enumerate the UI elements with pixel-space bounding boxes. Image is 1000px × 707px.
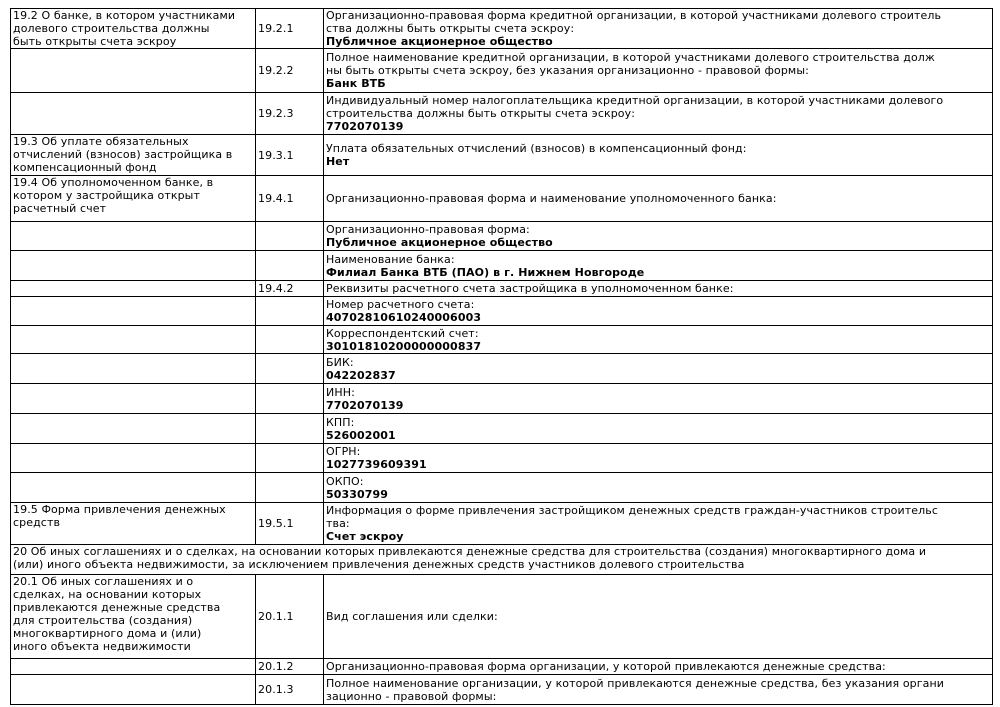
item-content [324, 384, 993, 414]
table-row [11, 93, 993, 135]
item-code: 20.1.2 [256, 659, 324, 675]
item-label: КПП: [326, 415, 355, 429]
table-row [11, 281, 993, 297]
item-content [324, 9, 993, 49]
table-row [11, 222, 993, 251]
item-code [256, 326, 324, 354]
item-code: 19.4.2 [256, 281, 324, 297]
item-label: Наименование банка: [326, 252, 455, 266]
section-title: 19.3 Об уплате обязательных отчислений (взносов) застройщика в компенсационный фонд [11, 135, 256, 176]
item-value: Публичное акционерное общество [326, 236, 553, 249]
section-title [11, 444, 256, 473]
table-row [11, 473, 993, 503]
item-value: 50330799 [326, 487, 389, 501]
table-row [11, 9, 993, 49]
item-content [324, 575, 993, 659]
item-code [256, 297, 324, 326]
item-value: 40702810610240006003 [326, 311, 482, 324]
table-row [11, 384, 993, 414]
item-code: 19.2.1 [256, 9, 324, 49]
item-content [324, 414, 993, 444]
section-heading: 20 Об иных соглашениях и о сделках, на основании которых привлекаются денежные средства для строительства (создания) многоквартирного дома и (или) иного объекта недвижимости, за исключением привлечения денежных средств участников долевого строительства [11, 545, 993, 575]
item-value: Публичное акционерное общество [326, 35, 553, 48]
item-content [324, 135, 993, 176]
section-title: 20.1 Об иных соглашениях и о сделках, на основании которых привлекаются денежные средства для строительства (создания) многоквартирного дома и (или) иного объекта недвижимости [11, 575, 256, 659]
item-label: Индивидуальный номер налогоплательщика кредитной организации, в которой участниками долевого строительства должны быть открыты счета эскроу: [326, 94, 944, 120]
section-title [11, 354, 256, 384]
item-value: 7702070139 [326, 120, 404, 133]
table-row [11, 297, 993, 326]
section-title [11, 659, 256, 675]
section-title [11, 297, 256, 326]
item-content [324, 326, 993, 354]
item-content [324, 659, 993, 675]
item-value: 042202837 [326, 368, 396, 382]
item-code: 19.3.1 [256, 135, 324, 176]
table-row [11, 176, 993, 222]
item-code: 20.1.1 [256, 575, 324, 659]
item-label: Полное наименование организации, у которой привлекаются денежные средства, без указания органи зационно - правовой формы: [326, 676, 945, 703]
item-content [324, 444, 993, 473]
item-content [324, 176, 993, 222]
item-label: Вид соглашения или сделки: [326, 610, 498, 623]
item-content [324, 675, 993, 705]
item-label: БИК: [326, 355, 354, 369]
item-code [256, 414, 324, 444]
item-label: Реквизиты расчетного счета застройщика в уполномоченном банке: [326, 282, 734, 295]
section-title [11, 675, 256, 705]
section-title [11, 473, 256, 503]
item-label: Информация о форме привлечения застройщиком денежных средств граждан-участников строительс тва: [326, 504, 938, 530]
table-row [11, 545, 993, 575]
item-content [324, 251, 993, 281]
item-code [256, 473, 324, 503]
table-row [11, 354, 993, 384]
section-title: 19.4 Об уполномоченном банке, в котором у застройщика открыт расчетный счет [11, 176, 256, 222]
table-row [11, 326, 993, 354]
item-value: 30101810200000000837 [326, 339, 482, 353]
item-content [324, 503, 993, 545]
table-row [11, 414, 993, 444]
item-value: Счет эскроу [326, 530, 404, 543]
item-code [256, 444, 324, 473]
table-row [11, 659, 993, 675]
table-row [11, 503, 993, 545]
item-code [256, 251, 324, 281]
item-label: Уплата обязательных отчислений (взносов) в компенсационный фонд: [326, 142, 747, 155]
item-code: 20.1.3 [256, 675, 324, 705]
table-row [11, 575, 993, 659]
item-content [324, 281, 993, 297]
item-content [324, 49, 993, 93]
item-code: 19.2.2 [256, 49, 324, 93]
section-title [11, 326, 256, 354]
section-title [11, 281, 256, 297]
table-row [11, 49, 993, 93]
table-row [11, 675, 993, 705]
item-label: Корреспондентский счет: [326, 326, 479, 340]
document-table [10, 8, 993, 705]
item-content [324, 473, 993, 503]
section-title [11, 414, 256, 444]
table-row [11, 251, 993, 281]
section-title [11, 222, 256, 251]
item-label: Организационно-правовая форма и наименование уполномоченного банка: [326, 192, 777, 205]
item-label: ОГРН: [326, 445, 361, 458]
item-code: 19.5.1 [256, 503, 324, 545]
item-value: 7702070139 [326, 398, 404, 412]
item-code [256, 222, 324, 251]
section-title: 19.5 Форма привлечения денежных средств [11, 503, 256, 545]
section-title [11, 49, 256, 93]
table-row [11, 444, 993, 473]
item-code: 19.2.3 [256, 93, 324, 135]
section-title [11, 93, 256, 135]
section-title [11, 251, 256, 281]
item-label: Организационно-правовая форма: [326, 223, 530, 236]
item-value: 526002001 [326, 428, 396, 442]
item-label: Полное наименование кредитной организации, в которой участниками долевого строительства долж ны быть открыты счета эскроу, без указания организационно - правовой формы: [326, 51, 935, 77]
item-label: Организационно-правовая форма кредитной организации, в которой участниками долевого строитель ства должны быть открыты счета эскроу: [326, 9, 942, 35]
item-label: ИНН: [326, 385, 355, 399]
item-label: Организационно-правовая форма организации, у которой привлекаются денежные средства: [326, 660, 886, 673]
item-content [324, 93, 993, 135]
item-value: 1027739609391 [326, 458, 427, 471]
item-value: Банк ВТБ [326, 77, 386, 90]
item-content [324, 354, 993, 384]
item-code [256, 354, 324, 384]
item-label: ОКПО: [326, 474, 364, 488]
table-row [11, 135, 993, 176]
item-label: Номер расчетного счета: [326, 298, 475, 311]
item-code: 19.4.1 [256, 176, 324, 222]
section-title [11, 384, 256, 414]
item-value: Нет [326, 155, 350, 168]
item-value: Филиал Банка ВТБ (ПАО) в г. Нижнем Новгороде [326, 265, 645, 279]
item-content [324, 222, 993, 251]
section-title: 19.2 О банке, в котором участниками долевого строительства должны быть открыты счета эскроу [11, 9, 256, 49]
item-code [256, 384, 324, 414]
item-content [324, 297, 993, 326]
